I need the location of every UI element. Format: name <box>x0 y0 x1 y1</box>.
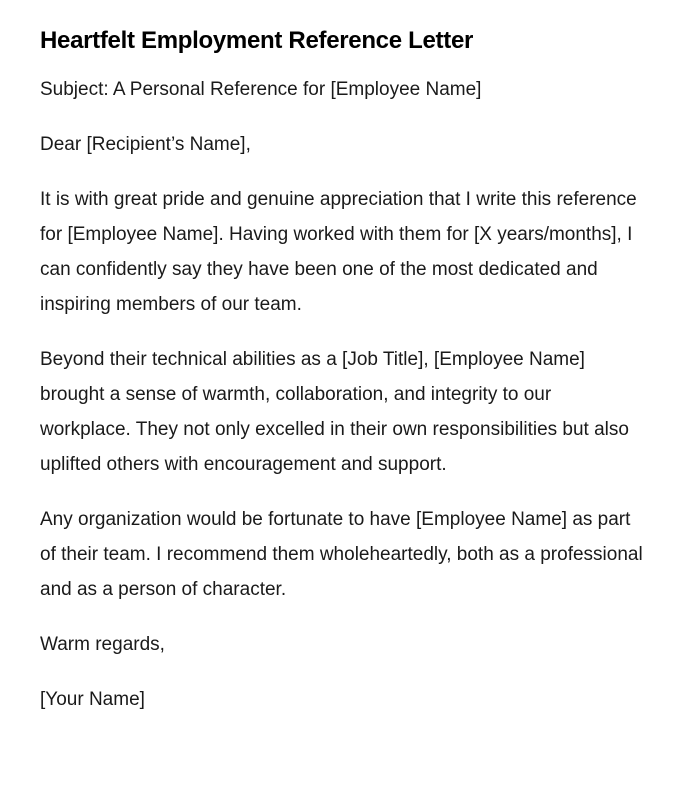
letter-paragraph-3: Any organization would be fortunate to have [Employee Name] as part of their team. I recommend them wholeheartedly, both as a professional and as a person of character. <box>40 509 643 600</box>
letter-salutation: Dear [Recipient’s Name], <box>40 134 251 155</box>
letter-subject: Subject: A Personal Reference for [Employee Name] <box>40 79 482 100</box>
letter-signature: [Your Name] <box>40 689 145 710</box>
letter-closing: Warm regards, <box>40 634 165 655</box>
letter-title: Heartfelt Employment Reference Letter <box>40 27 474 54</box>
letter-paragraph-1: It is with great pride and genuine appreciation that I write this reference for [Employee Name]. Having worked with them for [X years/months], I can confidently say they have been one of the most dedicated and inspiring members of our team. <box>40 189 637 315</box>
letter-paragraph-2: Beyond their technical abilities as a [Job Title], [Employee Name] brought a sense of warmth, collaboration, and integrity to our workplace. They not only excelled in their own responsibilities but also uplifted others with encouragement and support. <box>40 349 629 475</box>
